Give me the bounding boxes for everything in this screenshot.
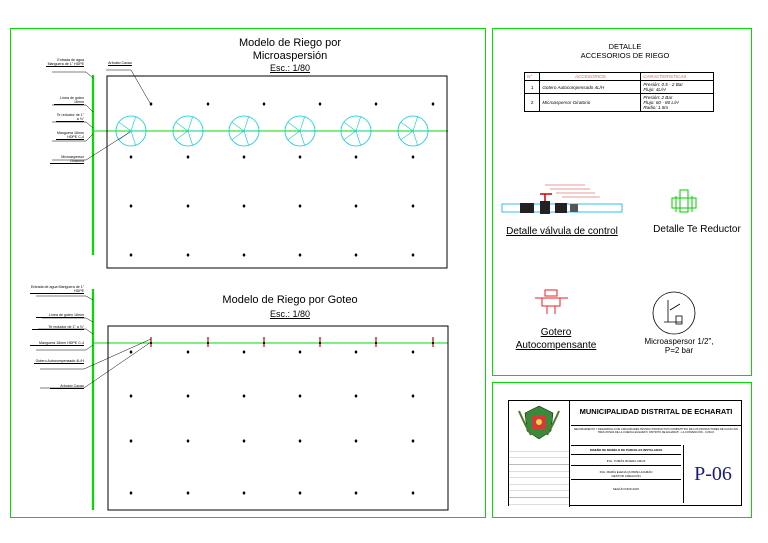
accessories-title-line2: ACCESORIOS DE RIEGO <box>580 51 670 60</box>
micro-detail-caption <box>634 337 724 355</box>
designer-name: ING. TOMÁS RIVERA CRUZ <box>571 457 681 466</box>
accessories-header-row <box>525 73 714 81</box>
table-row <box>525 94 714 112</box>
drip-label-water-inlet: Entrada de agua Manguera de 1" HDPE <box>30 285 84 294</box>
micro-caption-line2: P=2 bar <box>664 346 694 355</box>
municipality-name: MUNICIPALIDAD DISTRITAL DE ECHARATI <box>579 407 733 416</box>
drip-label-tee: Te reductor de 1" a ¾" <box>32 325 84 330</box>
row-number: 2 <box>525 94 540 112</box>
valve-detail-caption: Detalle válvula de control <box>506 226 618 237</box>
reviewer-name: ING. MARÍA ELENA QUISPE HUAMÁN <box>599 470 653 474</box>
sprinkler-label-hose: Manguera 16mm HDPE C-4 <box>56 131 84 140</box>
tee-detail-caption: Detalle Te Reductor <box>653 224 741 235</box>
sprinkler-label-water-inlet: Entrada de agua Manguera de 1" HDPE <box>47 58 84 67</box>
sprinkler-label-line: Línea de goteo 16mm <box>54 96 84 105</box>
header-number: N° <box>525 73 540 81</box>
project-description: MEJORAMIENTO Y DESARROLLO DE CAPACIDADES TÉCNICO PRODUCTIVO COMPETITIVO DE LOS PRODUCTORES DE CACAO EN TRES ZONAS DE LA CUENCA ECHARATI, DISTRITO DE ECHARATI - LA CONVENCIÓN - CUSCO <box>571 425 741 434</box>
sprinkler-plan-scale: Esc.: 1/80 <box>269 63 311 73</box>
sprinkler-label-crop: Arbusto Cacao <box>108 61 132 65</box>
micro-caption-line1: Microaspersor 1/2", <box>644 337 714 346</box>
plan-name: DISEÑO DE MODELO DE PARCELAS INSTALADAS <box>571 445 681 455</box>
sprinkler-title-line2: Microaspersión <box>252 50 328 62</box>
accessories-title-line1: DETALLE <box>608 42 642 51</box>
header-accessories: ACCESORIOS <box>540 73 641 81</box>
dripper-detail-caption <box>510 326 602 352</box>
drip-label-line: Línea de goteo 16mm <box>36 313 84 318</box>
sheet-number: P-06 <box>694 462 732 485</box>
dripper-caption-line2: Autocompensante <box>515 340 597 351</box>
drip-label-hose: Manguera 16mm HDPE C-4 <box>30 341 84 346</box>
row-accessory: Microaspersor Giratorio <box>540 94 641 112</box>
signature-grid <box>509 445 570 507</box>
dripper-caption-line1: Gotero <box>540 327 572 338</box>
sprinkler-plan-title <box>200 37 380 63</box>
title-block <box>508 400 742 506</box>
row-specs: Presión: 0.5 - 2 Bar Flujo: 4L/H <box>641 81 714 94</box>
row-accessory: Gotero Autocompensado 4L/H <box>540 81 641 94</box>
drip-label-dripper: Gotero Autocompensado 4L/H <box>35 359 84 363</box>
scale-box: SEGÚN INDICADO <box>612 487 640 491</box>
approver-name: GESTOR CREACIÓN <box>571 473 681 480</box>
logo-area <box>509 401 570 446</box>
accessories-title <box>550 42 700 60</box>
drip-plan-title: Modelo de Riego por Goteo <box>222 294 358 306</box>
accessories-table <box>524 72 714 112</box>
row-specs: Presión: 2 Bar Flujo: 60 - 80 L/H Radio: 1.5m <box>641 94 714 112</box>
drip-label-crop: Arbusto Cacao <box>50 384 84 389</box>
sheet-number-box <box>683 445 742 503</box>
sprinkler-title-line1: Modelo de Riego por <box>238 37 342 49</box>
sprinkler-label-micro: Microaspersor Giratoria <box>50 155 84 164</box>
header-characteristics: CARACTERISTICAS <box>641 73 714 81</box>
table-row <box>525 81 714 94</box>
sprinkler-label-tee: Te reductor de 1" a ¾" <box>56 113 84 122</box>
row-number: 1 <box>525 81 540 94</box>
drip-plan-scale: Esc.: 1/80 <box>269 309 311 319</box>
municipal-coat-of-arms <box>509 401 569 445</box>
